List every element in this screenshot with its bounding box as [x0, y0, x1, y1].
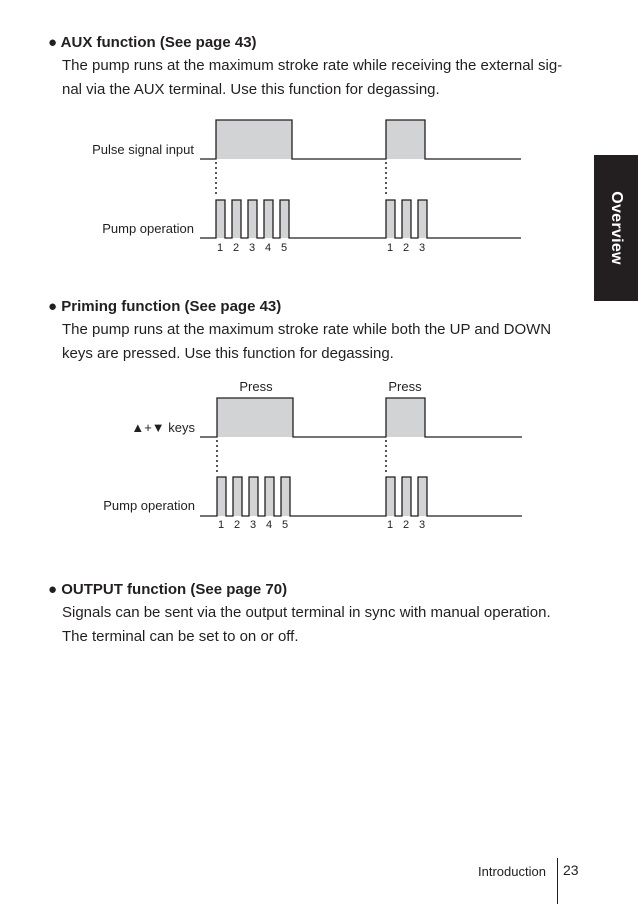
page-number: 23 — [563, 862, 579, 878]
priming-stroke-count: 3 — [249, 519, 257, 531]
priming-stroke-count: 1 — [386, 519, 394, 531]
footer-divider — [557, 858, 558, 904]
priming-stroke-count: 2 — [402, 519, 410, 531]
aux-input-pulse-1 — [216, 120, 292, 159]
priming-stroke-count: 5 — [281, 519, 289, 531]
aux-heading: ● AUX function (See page 43) — [48, 34, 257, 51]
priming-stroke-count: 2 — [233, 519, 241, 531]
priming-input-pulse-1 — [217, 398, 293, 437]
aux-stroke-count: 3 — [418, 242, 426, 254]
aux-stroke-count: 5 — [280, 242, 288, 254]
priming-stroke-count: 4 — [265, 519, 273, 531]
priming-stroke-counts — [0, 516, 638, 532]
aux-stroke-count: 2 — [232, 242, 240, 254]
section-tab-label: Overview — [608, 191, 625, 265]
aux-stroke-count: 2 — [402, 242, 410, 254]
priming-heading: ● Priming function (See page 43) — [48, 298, 282, 315]
priming-input-label: ▲+▼ keys — [131, 420, 195, 435]
priming-stroke-count: 1 — [217, 519, 225, 531]
press-label-2: Press — [388, 379, 422, 394]
aux-stroke-count: 3 — [248, 242, 256, 254]
priming-description — [62, 318, 582, 366]
aux-input-pulse-2 — [386, 120, 425, 159]
aux-description — [62, 54, 582, 102]
footer-section-label: Introduction — [478, 864, 546, 879]
aux-description-line: nal via the AUX terminal. Use this function for degassing. — [62, 81, 440, 98]
output-description — [62, 601, 582, 649]
priming-input-pulse-2 — [386, 398, 425, 437]
priming-timing-diagram — [0, 373, 638, 523]
priming-description-line: keys are pressed. Use this function for degassing. — [62, 345, 394, 362]
aux-input-label: Pulse signal input — [92, 142, 194, 157]
aux-output-label: Pump operation — [102, 221, 194, 236]
aux-stroke-count: 4 — [264, 242, 272, 254]
output-heading: ● OUTPUT function (See page 70) — [48, 581, 288, 598]
output-description-line: Signals can be sent via the output terminal in sync with manual operation. — [62, 604, 551, 621]
priming-description-line: The pump runs at the maximum stroke rate while both the UP and DOWN — [62, 321, 552, 338]
aux-description-line: The pump runs at the maximum stroke rate while receiving the external sig- — [62, 57, 563, 74]
priming-output-label: Pump operation — [103, 498, 195, 513]
aux-output-waveform — [200, 200, 521, 238]
output-description-line: The terminal can be set to on or off. — [62, 628, 299, 645]
aux-timing-diagram — [0, 112, 638, 262]
aux-stroke-count: 1 — [386, 242, 394, 254]
aux-stroke-count: 1 — [216, 242, 224, 254]
priming-stroke-count: 3 — [418, 519, 426, 531]
press-label-1: Press — [239, 379, 273, 394]
priming-output-waveform — [200, 477, 522, 516]
